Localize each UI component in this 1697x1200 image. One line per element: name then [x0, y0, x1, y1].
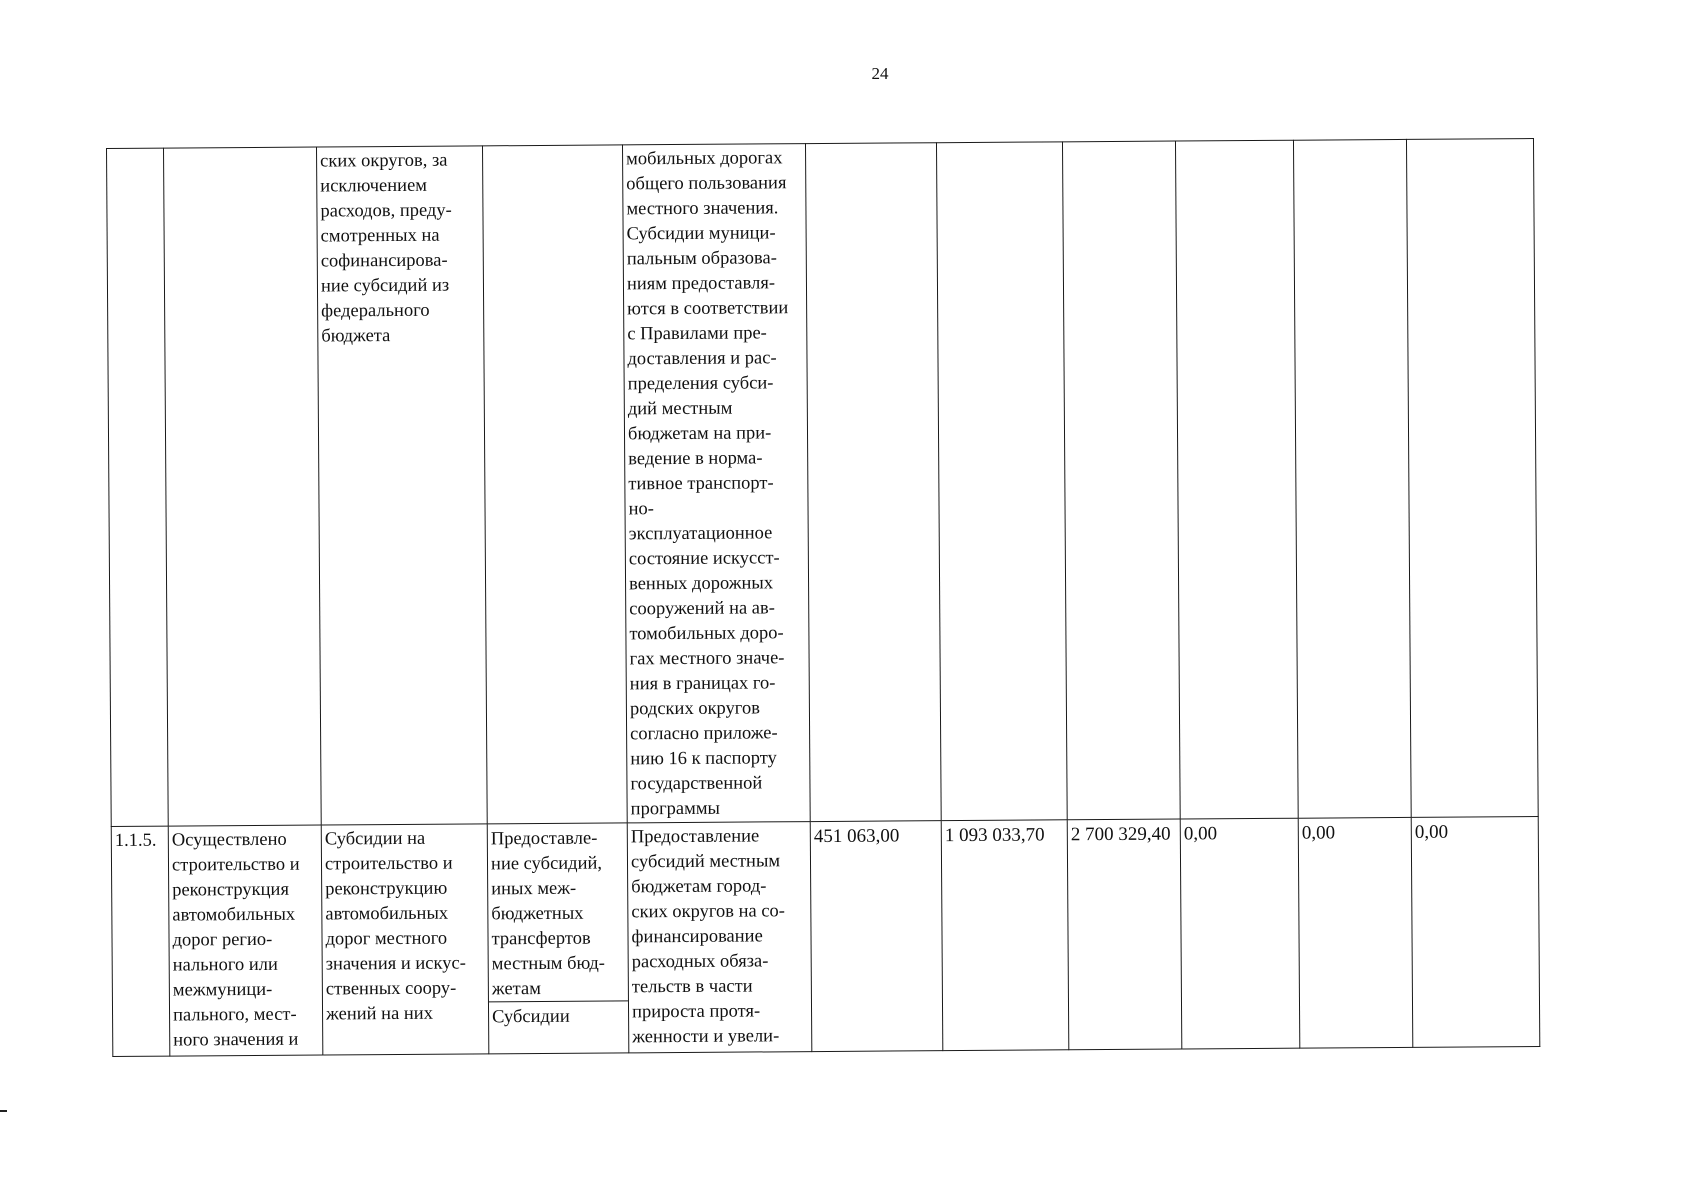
text-line: ются в соответствии: [627, 298, 789, 320]
text-line: состояние искусст-: [628, 548, 780, 570]
text-line: Субсидии муници-: [626, 223, 776, 245]
text-line: трансфертов: [491, 928, 591, 950]
cell-number: 1.1.5.: [111, 826, 170, 1056]
text-line: пального, мест-: [172, 1004, 297, 1026]
text-line: дорог местного: [325, 928, 448, 950]
text-line: Субсидии на: [324, 828, 426, 850]
cell-value-4-empty: [1175, 140, 1298, 819]
text-line: автомобильных: [325, 903, 449, 925]
text-line: реконструкцию: [325, 878, 448, 900]
text-line: согласно приложе-: [630, 723, 778, 745]
text-line: исключением: [320, 175, 428, 197]
text-line: венных дорожных: [628, 573, 774, 595]
cell-name: [168, 825, 323, 1056]
text-line: ских округов, за: [320, 150, 448, 172]
text-line: смотренных на: [320, 225, 440, 247]
cell-type: [487, 823, 629, 1054]
cell-value-3-empty: [1062, 141, 1180, 820]
text-line: но-: [628, 499, 654, 520]
text-line: женности и увели-: [632, 1026, 780, 1048]
text-line: субсидий местным: [630, 851, 781, 873]
text-line: Осуществлено: [171, 829, 287, 851]
text-line: доставления и рас-: [627, 348, 777, 370]
text-line: местным бюд-: [491, 953, 605, 975]
text-line: тивное транспорт-: [628, 473, 774, 495]
cell-value-5-empty: [1293, 139, 1411, 818]
text-line: федерального: [321, 300, 430, 322]
text-line: финансирование: [631, 926, 763, 948]
text-line: нию 16 к паспорту: [630, 748, 777, 770]
text-line: Предоставление: [630, 826, 760, 848]
text-line: ведение в норма-: [628, 448, 763, 470]
cell-value-4: 0,00: [1180, 818, 1300, 1049]
text-line: ских округов на со-: [631, 901, 785, 923]
text-line: строительство и: [171, 854, 300, 876]
cell-value-5: 0,00: [1298, 817, 1413, 1048]
text-line: бюджетных: [491, 903, 584, 925]
cell-value-2: 1 093 033,70: [941, 820, 1069, 1051]
text-line: государственной: [630, 773, 763, 795]
text-line: автомобильных: [172, 904, 296, 926]
text-line: гах местного значе-: [629, 648, 785, 670]
cell-type-empty: [482, 145, 627, 824]
text-line: межмуници-: [172, 979, 273, 1001]
cell-description-continued: [622, 144, 810, 823]
cell-purpose-continued: [316, 146, 487, 825]
scan-mark: [0, 1110, 7, 1112]
text-line: общего пользования: [626, 173, 787, 195]
text-line: с Правилами пре-: [627, 323, 767, 345]
cell-value-6: 0,00: [1411, 817, 1540, 1048]
text-line: ния в границах го-: [629, 673, 776, 695]
text-line: иных меж-: [491, 878, 577, 900]
text-line: строительство и: [324, 853, 453, 875]
cell-type-transfers: [488, 823, 628, 1002]
text-line: софинансирова-: [320, 250, 448, 272]
text-line: тельств в части: [631, 976, 753, 998]
text-line: ние субсидий из: [320, 275, 450, 297]
text-line: реконструкция: [172, 879, 290, 901]
text-line: бюджета: [321, 326, 391, 347]
text-line: нального или: [172, 954, 278, 976]
text-line: ного значения и: [173, 1029, 299, 1051]
text-line: эксплуатационное: [628, 523, 773, 545]
text-line: жений на них: [325, 1003, 433, 1025]
cell-type-subsidies: Субсидии: [492, 1006, 570, 1028]
cell-value-1: 451 063,00: [810, 821, 943, 1052]
cell-value-3: 2 700 329,40: [1067, 819, 1182, 1050]
text-line: сооружений на ав-: [629, 598, 775, 620]
continued-row: [107, 139, 1539, 827]
budget-table: [106, 138, 1540, 1057]
text-line: ственных соору-: [325, 978, 457, 1000]
text-line: ниям предоставля-: [626, 273, 776, 295]
cell-value-2-empty: [936, 142, 1067, 821]
cell-purpose: [321, 824, 489, 1055]
cell-description: [627, 822, 812, 1053]
text-line: бюджетам город-: [631, 876, 767, 898]
text-line: мобильных дорогах: [626, 148, 783, 170]
cell-value-1-empty: [805, 143, 941, 822]
text-line: дий местным: [627, 398, 733, 420]
cell-number-empty: [107, 148, 169, 826]
cell-name-empty: [164, 147, 322, 826]
text-line: бюджетам на при-: [627, 423, 772, 445]
cell-value-6-empty: [1406, 139, 1538, 818]
text-line: пальным образова-: [626, 248, 777, 270]
text-line: расходных обяза-: [631, 951, 769, 973]
text-line: программы: [630, 798, 720, 820]
text-line: жетам: [491, 978, 541, 1000]
page-number: 24: [871, 64, 889, 83]
text-line: местного значения.: [626, 198, 779, 220]
text-line: расходов, преду-: [320, 200, 452, 222]
text-line: прироста протя-: [631, 1001, 761, 1023]
text-line: ние субсидий,: [490, 853, 603, 875]
text-line: дорог регио-: [172, 929, 273, 951]
text-line: пределения субси-: [627, 373, 774, 395]
row-1-1-5: [111, 817, 1540, 1057]
text-line: значения и искус-: [325, 953, 466, 975]
text-line: Предоставле-: [490, 828, 598, 850]
text-line: томобильных доро-: [629, 623, 784, 645]
text-line: родских округов: [629, 698, 760, 720]
